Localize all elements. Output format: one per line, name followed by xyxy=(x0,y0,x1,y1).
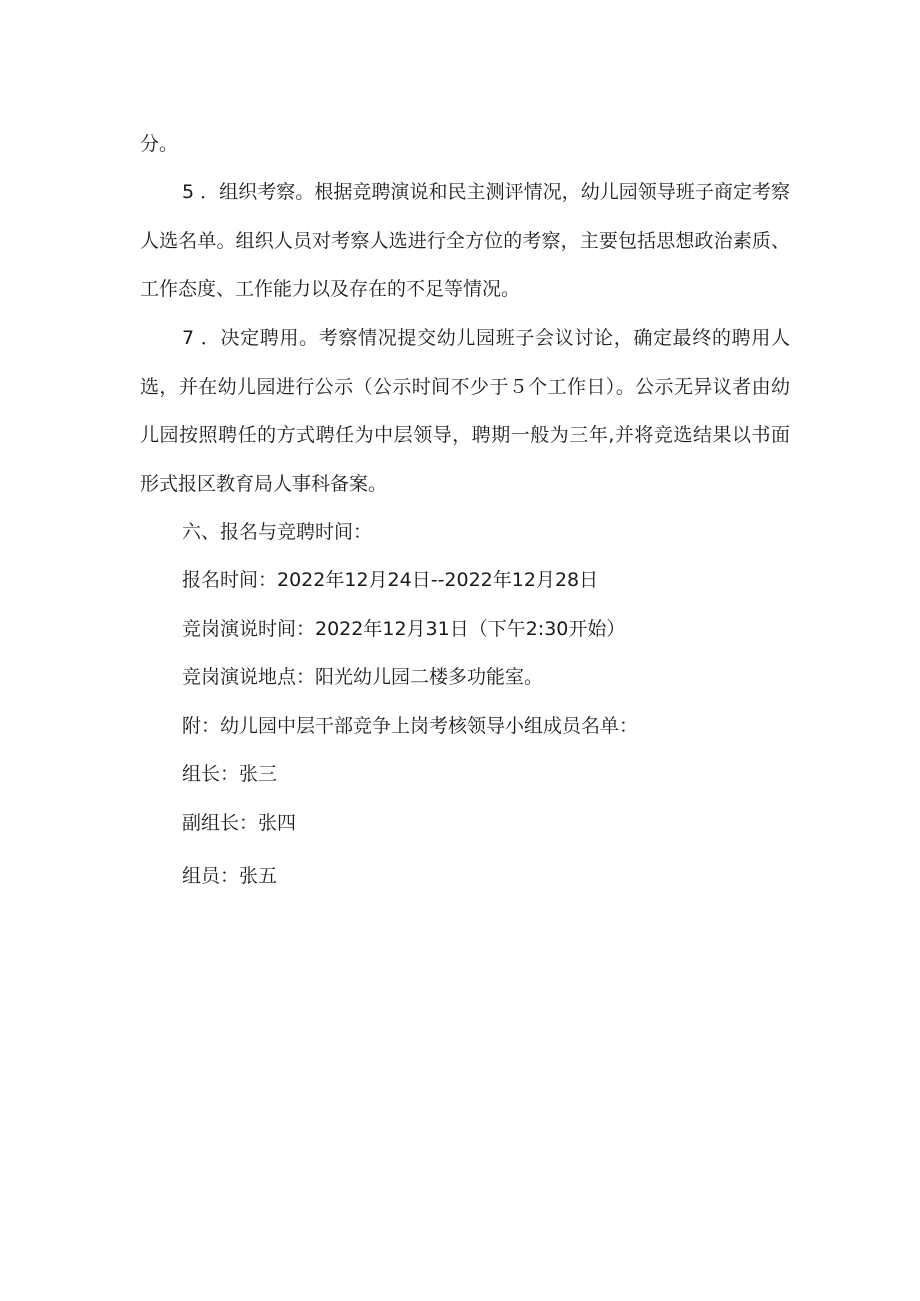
group-deputy-leader: 副组长：张四 xyxy=(182,812,297,834)
signup-time: 报名时间：2022年12月24日--2022年12月28日 xyxy=(182,569,599,591)
group-member: 组员：张五 xyxy=(182,865,278,887)
section-heading: 六、报名与竞聘时间： xyxy=(182,521,373,543)
speech-location: 竞岗演说地点：阳光幼儿园二楼多功能室。 xyxy=(182,666,544,688)
group-leader: 组长：张三 xyxy=(182,763,278,785)
appendix-title: 附：幼儿园中层干部竞争上岗考核领导小组成员名单： xyxy=(182,715,639,737)
speech-time: 竞岗演说时间：2022年12月31日（下午2:30开始） xyxy=(182,618,626,640)
paragraph-item-5: 5 ．组织考察。根据竞聘演说和民主测评情况，幼儿园领导班子商定考察人选名单。组织人员对考察人选进行全方位的考察，主要包括思想政治素质、工作态度、工作能力以及存在的不足等情况。 xyxy=(140,181,790,300)
paragraph-item-7: 7 ．决定聘用。考察情况提交幼儿园班子会议讨论，确定最终的聘用人选，并在幼儿园进行公示（公示时间不少于５个工作日）。公示无异议者由幼儿园按照聘任的方式聘任为中层领导，聘期一般为三年,并将竞选结果以书面形式报区教育局人事科备案。 xyxy=(140,327,790,495)
paragraph-continuation: 分。 xyxy=(140,133,179,155)
